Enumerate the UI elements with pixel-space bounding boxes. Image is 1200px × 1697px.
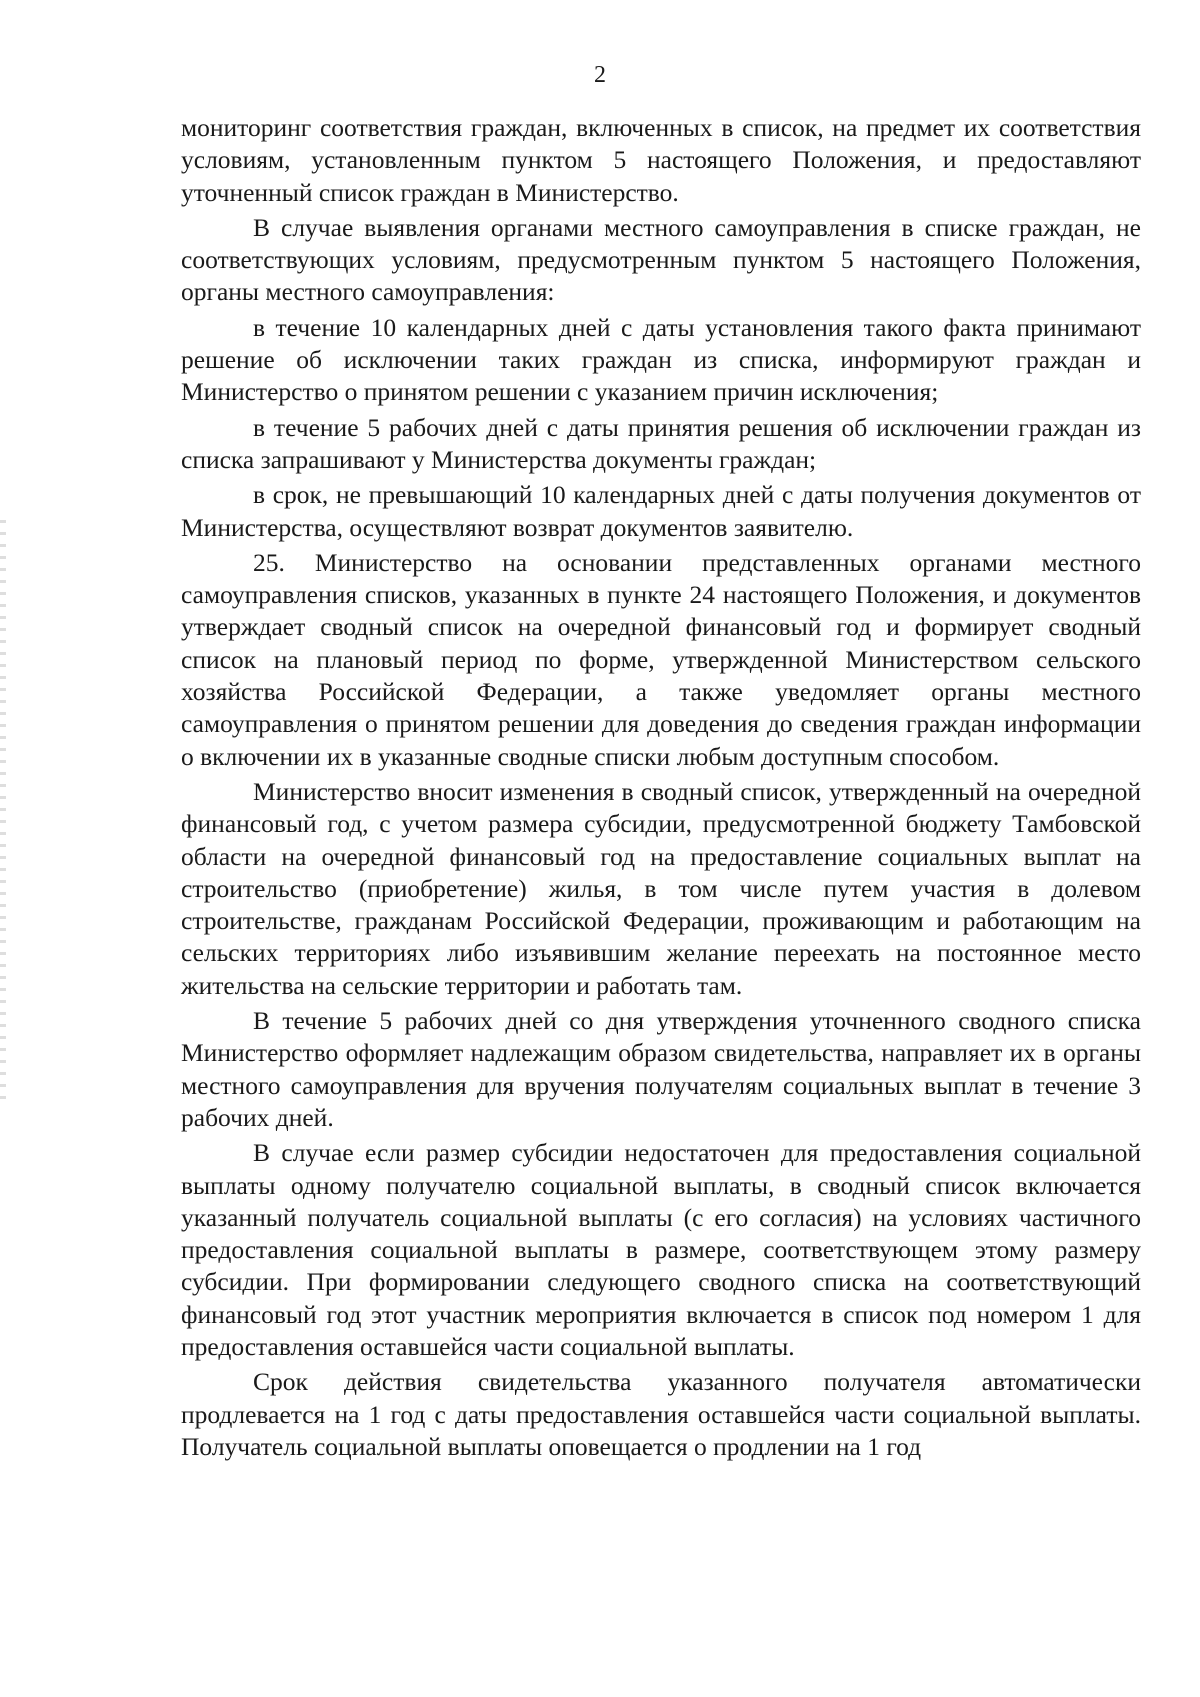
paragraph: в течение 10 календарных дней с даты установления такого факта принимают решение об исключении таких граждан из списка, информируют граждан и Министерство о принятом решении с указанием причин исключения; [181,312,1141,407]
paragraph-item-25: 25. Министерство на основании представленных органами местного самоуправления списков, указанных в пункте 24 настоящего Положения, и документов утверждает сводный список на очередной финансовый год и формирует сводный список на плановый период по форме, утвержденной Министерством сельского хозяйства Российской Федерации, а также уведомляет органы местного самоуправления о принятом решении для доведения до сведения граждан информации о включении их в указанные сводные списки любым доступным способом. [181,547,1141,771]
paragraph: В случае если размер субсидии недостаточен для предоставления социальной выплаты одному получателю социальной выплаты, в сводный список включается указанный получатель социальной выплаты (с его согласия) на условиях частичного предоставления социальной выплаты в размере, соответствующем этому размеру субсидии. При формировании следующего сводного списка на соответствующий финансовый год этот участник мероприятия включается в список под номером 1 для предоставления оставшейся части социальной выплаты. [181,1138,1141,1361]
paragraph: в течение 5 рабочих дней с даты принятия решения об исключении граждан из списка запрашивают у Министерства документы граждан; [181,412,1141,474]
paragraph-continuation: мониторинг соответствия граждан, включенных в список, на предмет их соответствия условиям, установленным пунктом 5 настоящего Положения, и предоставляют уточненный список граждан в Министерство. [181,113,1141,207]
paragraph: В течение 5 рабочих дней со дня утверждения уточненного сводного списка Министерство оформляет надлежащим образом свидетельства, направляет их в органы местного самоуправления для вручения получателям социальных выплат в течение 3 рабочих дней. [181,1006,1141,1132]
paragraph: В случае выявления органами местного самоуправления в списке граждан, не соответствующих условиям, предусмотренным пунктом 5 настоящего Положения, органы местного самоуправления: [181,212,1141,307]
paragraph: Министерство вносит изменения в сводный список, утвержденный на очередной финансовый год, с учетом размера субсидии, предусмотренной бюджету Тамбовской области на очередной финансовый год на предоставление социальных выплат на строительство (приобретение) жилья, в том числе путем участия в долевом строительстве, гражданам Российской Федерации, проживающим и работающим на сельских территориях либо изъявившим желание переехать на постоянное место жительства на сельские территории и работать там. [181,776,1141,1000]
scan-margin-marks [0,520,6,1100]
page-number: 2 [594,62,606,88]
paragraph: в срок, не превышающий 10 календарных дней с даты получения документов от Министерства, осуществляют возврат документов заявителю. [181,480,1141,542]
paragraph: Срок действия свидетельства указанного получателя автоматически продлевается на 1 год с даты предоставления оставшейся части социальной выплаты. Получатель социальной выплаты оповещается о продлении на 1 год [181,1367,1141,1461]
document-body [181,112,1141,1466]
